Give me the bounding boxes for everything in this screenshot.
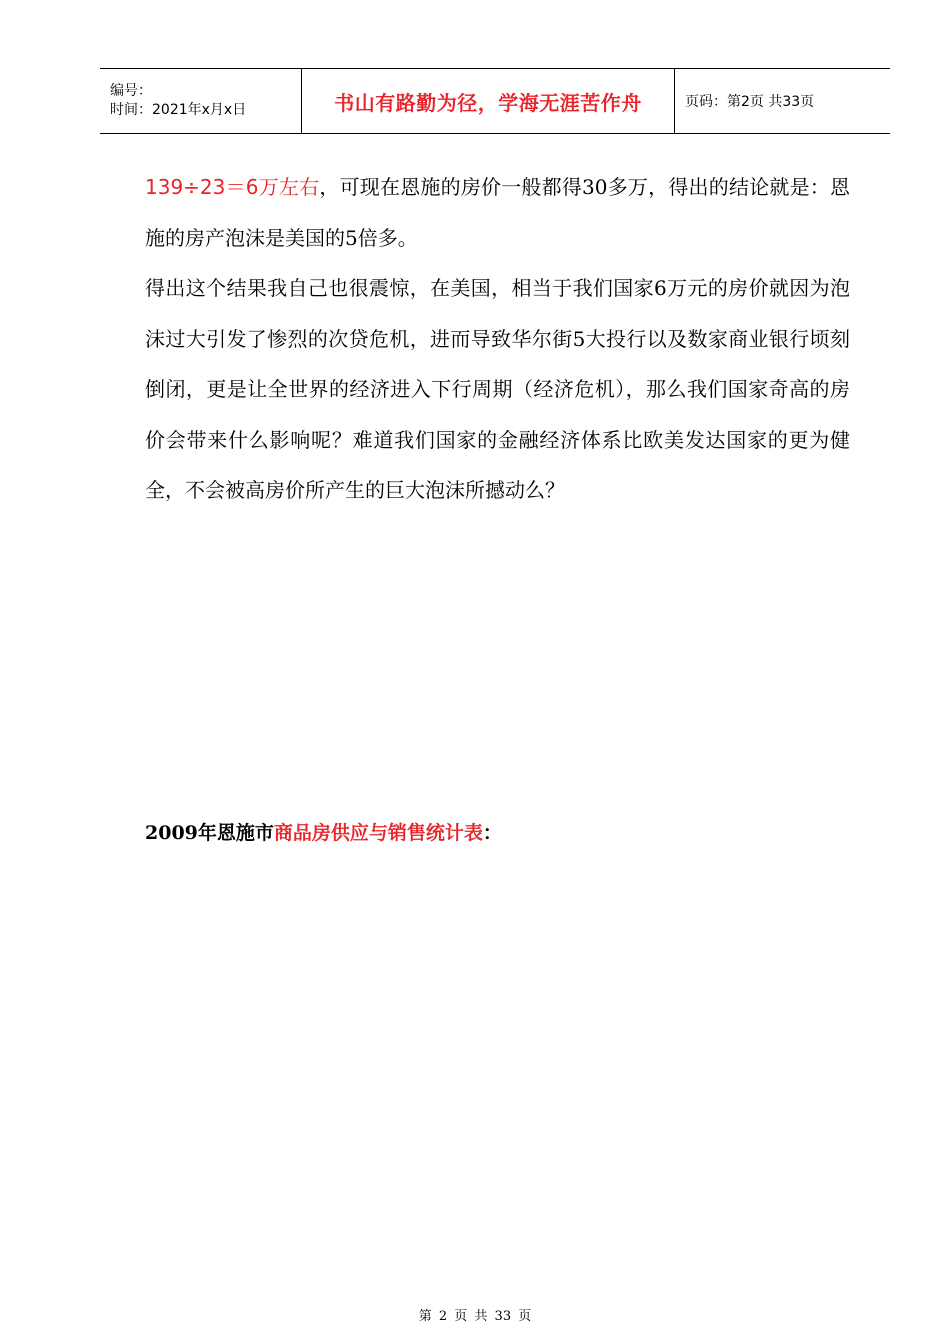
table-title	[145, 818, 502, 845]
table-title-highlight: 商品房供应与销售统计表	[273, 822, 483, 844]
header-page-info	[675, 69, 890, 133]
page-header	[100, 68, 890, 134]
paragraph-2: 得出这个结果我自己也很震惊，在美国，相当于我们国家6万元的房价就因为泡沫过大引发了惨烈的次贷危机，进而导致华尔街5大投行以及数家商业银行顷刻倒闭，更是让全世界的经济进入下行周期（经济危机），那么我们国家奇高的房价会带来什么影响呢？难道我们国家的金融经济体系比欧美发达国家的更为健全，不会被高房价所产生的巨大泡沫所撼动么？	[145, 276, 850, 502]
motto-text: 书山有路勤为径，学海无涯苦作舟	[334, 90, 642, 115]
page-footer	[0, 1305, 950, 1324]
footer-page-number: 第 2 页 共 33 页	[418, 1309, 532, 1324]
header-motto	[301, 69, 675, 133]
header-meta	[100, 69, 301, 133]
paragraph-1	[145, 162, 850, 263]
page-info-text: 页码：第2页 共33页	[685, 94, 815, 110]
table-title-suffix: ：	[482, 822, 502, 844]
calculation-highlight: 139÷23＝6万左右	[145, 175, 320, 199]
table-title-prefix: 2009年恩施市	[145, 822, 274, 844]
body-text	[145, 162, 850, 516]
document-date-label: 时间：2021年x月x日	[110, 102, 247, 118]
document-number-label: 编号：	[110, 83, 152, 99]
paragraph-1-text: ，可现在恩施的房价一般都得30多万，得出的结论就是：恩施的房产泡沫是美国的5倍多。	[145, 175, 850, 250]
